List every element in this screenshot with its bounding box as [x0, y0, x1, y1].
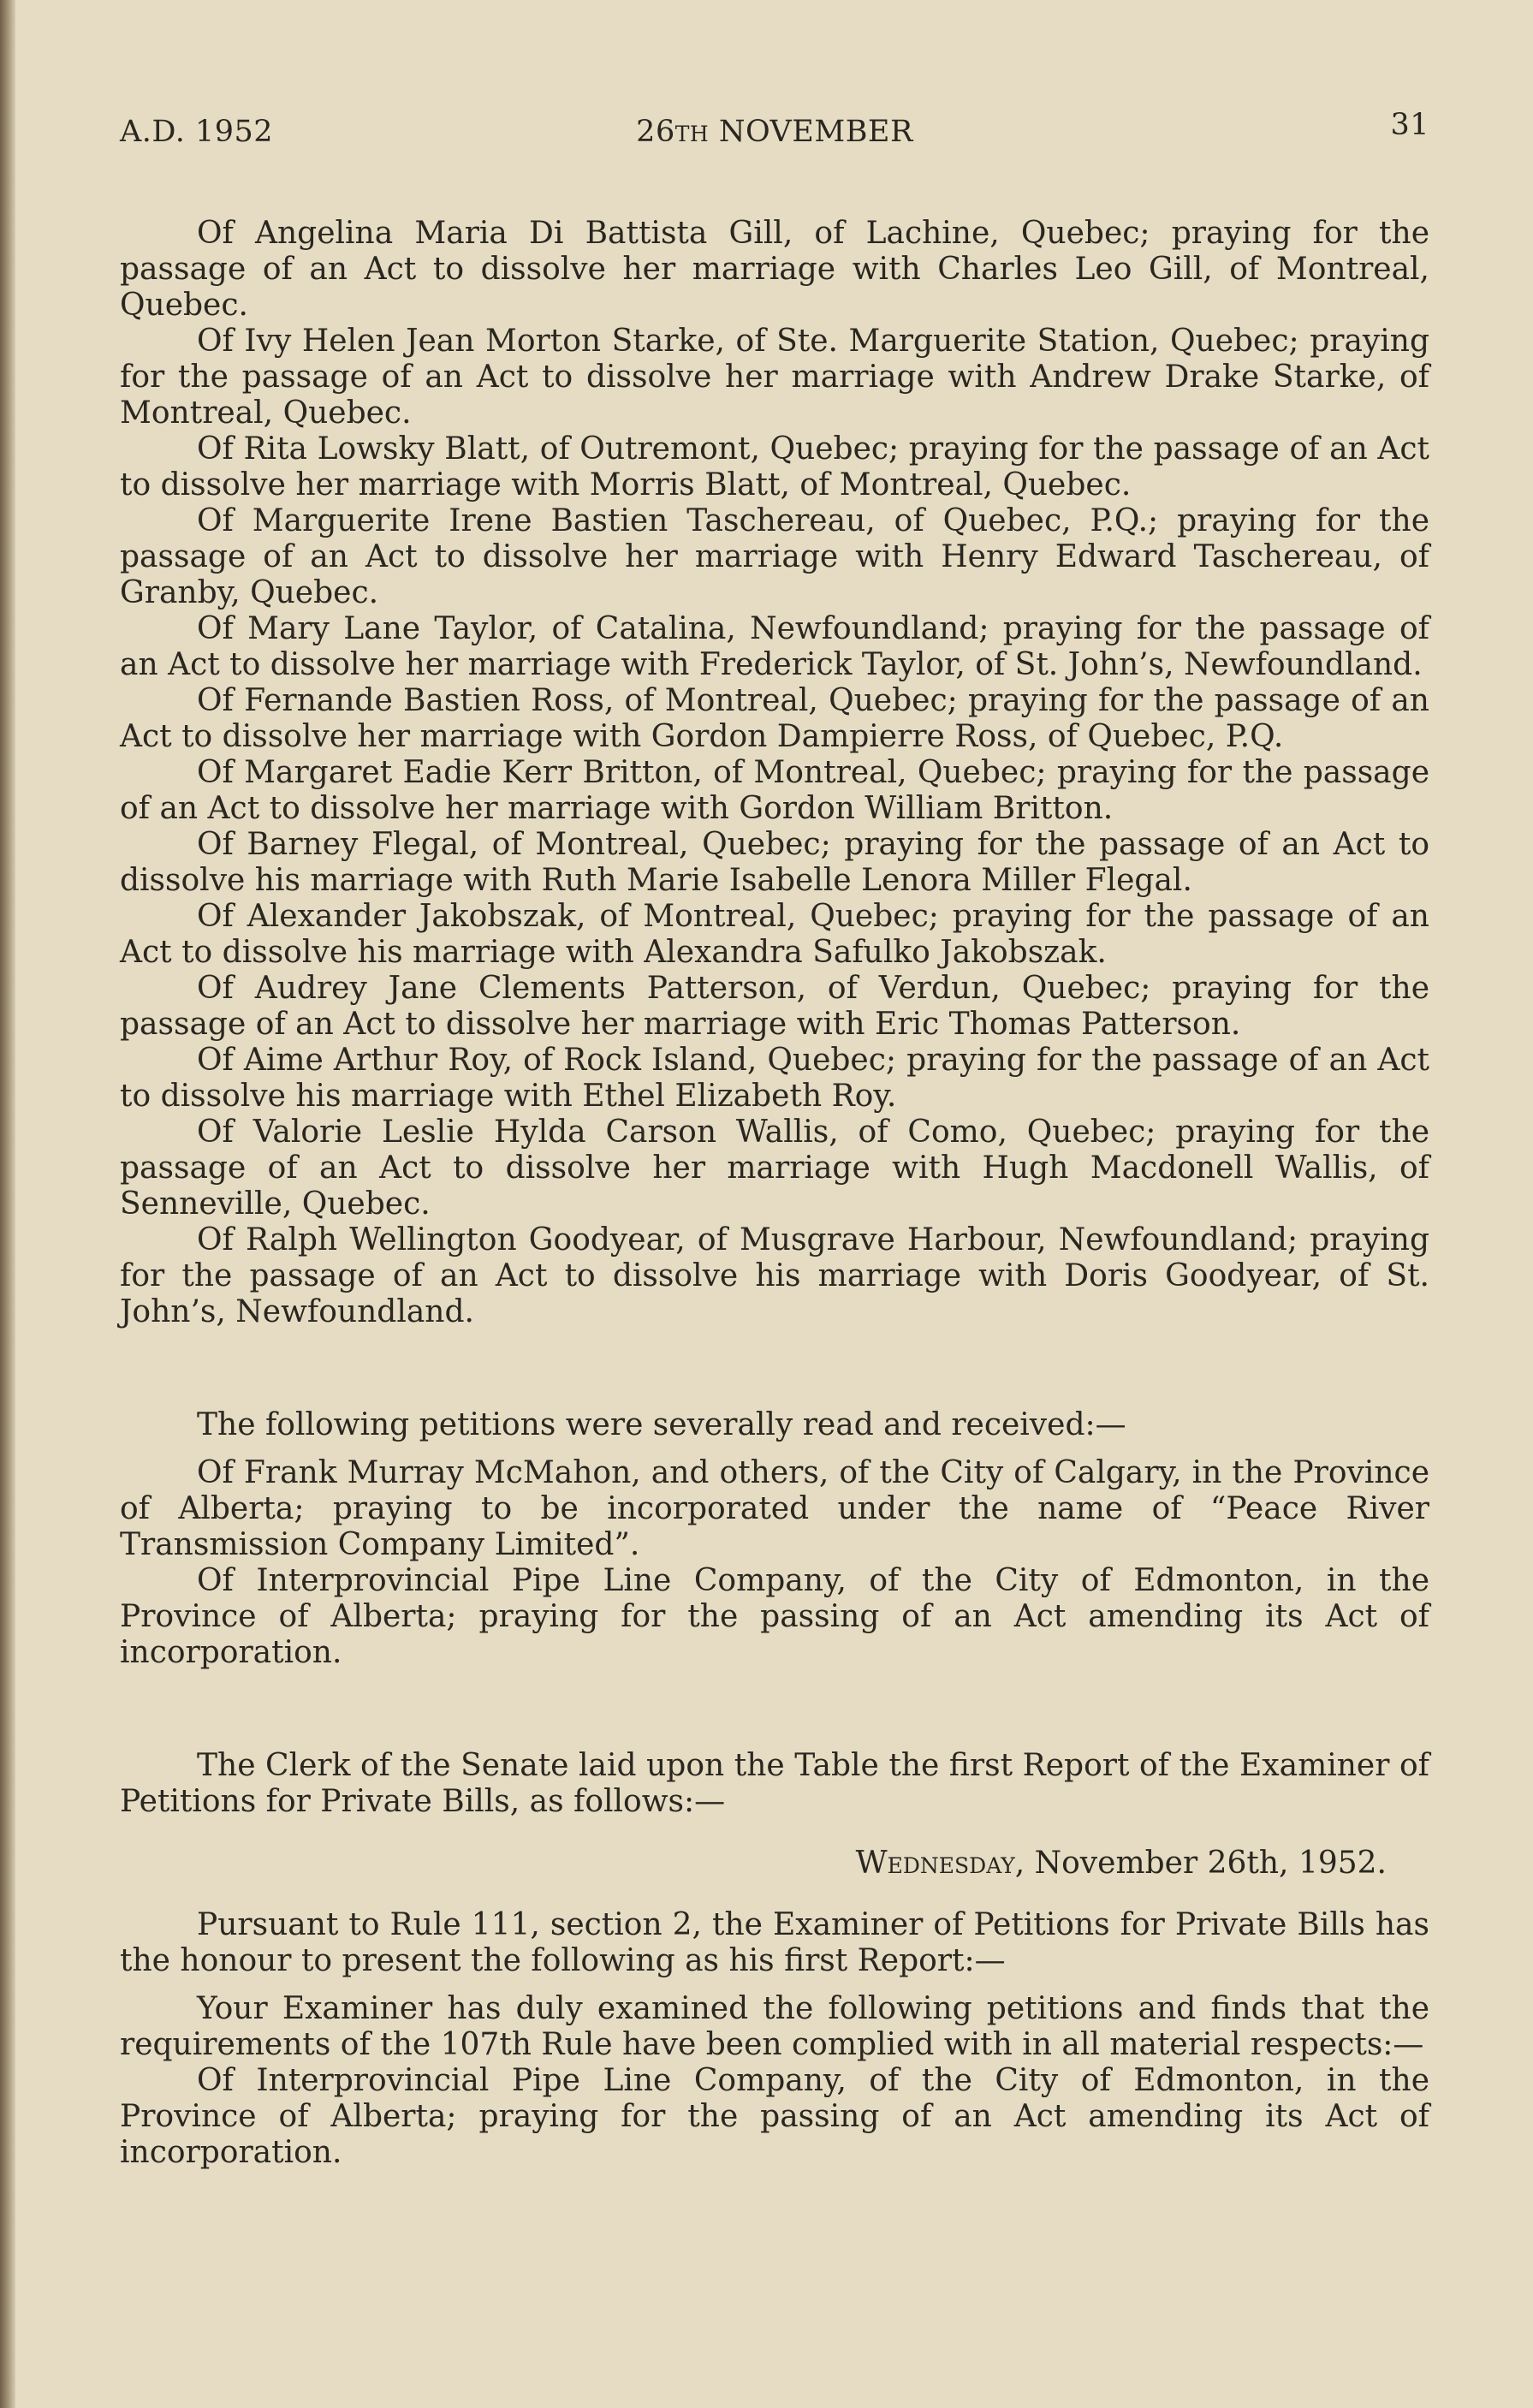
petitions-received-section [120, 1407, 1429, 1671]
petition-entry: Of Barney Flegal, of Montreal, Quebec; praying for the passage of an Act to dissolve his marriage with Ruth Marie Isabelle Lenora Miller Flegal. [120, 827, 1429, 898]
petition-entry: Of Rita Lowsky Blatt, of Outremont, Quebec; praying for the passage of an Act to dissolve her marriage with Morris Blatt, of Montreal, Quebec. [120, 431, 1429, 502]
page-edge-shadow [0, 0, 15, 2408]
divorce-petitions-list [120, 216, 1429, 1330]
petition-entry: Of Alexander Jakobszak, of Montreal, Quebec; praying for the passage of an Act to dissolve his marriage with Alexandra Safulko Jakobszak. [120, 899, 1429, 970]
header-year: A.D. 1952 [120, 115, 274, 149]
paragraph-spacer [120, 1979, 1429, 1991]
body-text [120, 216, 1429, 2171]
received-petition-entry: Of Interprovincial Pipe Line Company, of the City of Edmonton, in the Province of Alberta; praying for the passing of an Act amending its Act of incorporation. [120, 1563, 1429, 1670]
petition-entry: Of Angelina Maria Di Battista Gill, of Lachine, Quebec; praying for the passage of an Act to dissolve her marriage with Charles Leo Gill, of Montreal, Quebec. [120, 216, 1429, 323]
petition-entry: Of Mary Lane Taylor, of Catalina, Newfoundland; praying for the passage of an Act to dissolve her marriage with Frederick Taylor, of St. John’s, Newfoundland. [120, 611, 1429, 682]
paragraph-spacer [120, 1820, 1429, 1846]
petition-entry: Of Valorie Leslie Hylda Carson Wallis, of Como, Quebec; praying for the passage of an Act to dissolve her marriage with Hugh Macdonell Wallis, of Senneville, Quebec. [120, 1115, 1429, 1222]
header-month: NOVEMBER [718, 115, 913, 149]
petition-entry: Of Margaret Eadie Kerr Britton, of Montreal, Quebec; praying for the passage of an Act to dissolve her marriage with Gordon William Britton. [120, 755, 1429, 826]
petition-entry: Of Ralph Wellington Goodyear, of Musgrave Harbour, Newfoundland; praying for the passage of an Act to dissolve his marriage with Doris Goodyear, of St. John’s, Newfoundland. [120, 1222, 1429, 1329]
petition-entry: Of Audrey Jane Clements Patterson, of Verdun, Quebec; praying for the passage of an Act to dissolve her marriage with Eric Thomas Patterson. [120, 971, 1429, 1042]
petition-entry: Of Ivy Helen Jean Morton Starke, of Ste. Marguerite Station, Quebec; praying for the passage of an Act to dissolve her marriage with Andrew Drake Starke, of Montreal, Quebec. [120, 324, 1429, 431]
section-spacer [120, 1671, 1429, 1748]
page-number: 31 [1390, 108, 1429, 142]
header-day: 26th [636, 115, 710, 149]
report-date-rest: , November 26th, 1952. [1014, 1846, 1387, 1881]
petitions-received-intro: The following petitions were severally read and received:— [197, 1407, 1126, 1442]
paragraph-spacer [120, 1443, 1429, 1455]
report-paragraph: Your Examiner has duly examined the following petitions and finds that the requirements of the 107th Rule have been complied with in all material respects:— [120, 1991, 1429, 2062]
report-date-day: Wednesday [855, 1846, 1015, 1881]
clerk-report-section [120, 1748, 1429, 2171]
report-paragraph: Pursuant to Rule 111, section 2, the Examiner of Petitions for Private Bills has the honour to present the following as his first Report:— [120, 1907, 1429, 1978]
clerk-report-intro: The Clerk of the Senate laid upon the Table the first Report of the Examiner of Petitions for Private Bills, as follows:— [120, 1748, 1429, 1819]
report-date [120, 1846, 1429, 1882]
report-paragraph: Of Interprovincial Pipe Line Company, of the City of Edmonton, in the Province of Alberta; praying for the passing of an Act amending its Act of incorporation. [120, 2063, 1429, 2170]
header-date [120, 115, 1429, 149]
received-petition-entry: Of Frank Murray McMahon, and others, of the City of Calgary, in the Province of Alberta; praying to be incorporated under the name of “Peace River Transmission Company Limited”. [120, 1455, 1429, 1562]
running-head [120, 103, 1429, 154]
petition-entry: Of Marguerite Irene Bastien Taschereau, of Quebec, P.Q.; praying for the passage of an Act to dissolve her marriage with Henry Edward Taschereau, of Granby, Quebec. [120, 503, 1429, 610]
petition-entry: Of Aime Arthur Roy, of Rock Island, Quebec; praying for the passage of an Act to dissolve his marriage with Ethel Elizabeth Roy. [120, 1043, 1429, 1114]
section-spacer [120, 1330, 1429, 1407]
petition-entry: Of Fernande Bastien Ross, of Montreal, Quebec; praying for the passage of an Act to dissolve her marriage with Gordon Dampierre Ross, of Quebec, P.Q. [120, 683, 1429, 754]
journal-page [120, 103, 1429, 2328]
paragraph-spacer [120, 1882, 1429, 1907]
